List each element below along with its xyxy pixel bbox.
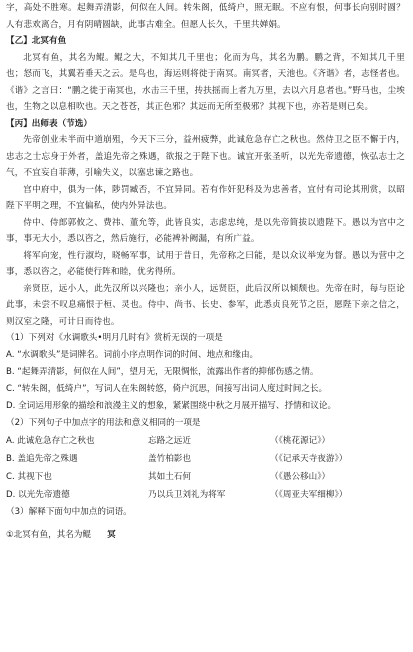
section-c-paragraph: 侍中、侍郎郭攸之、费祎、董允等，此皆良实，志虑忠纯，是以先帝简拔以遗陛下。愚以为宫中之事，事无大小，悉以咨之，然后施行，必能裨补阙漏，有所广益。 xyxy=(6,217,405,244)
option-sentence-2: 盖竹柏影也 xyxy=(148,454,191,464)
question-2-option-d xyxy=(6,486,405,504)
section-c-heading: 【丙】出师表（节选） xyxy=(6,118,92,129)
section-c-paragraph: 将军向宠，性行淑均，晓畅军事，试用于昔日，先帝称之曰能，是以众议举宠为督。愚以为营中之事，悉以咨之，必能使行阵和睦，优劣得所。 xyxy=(6,250,405,277)
question-3-sentence: ①北冥有鱼，其名为鲲 xyxy=(6,530,92,540)
question-1-option-d: D. 全词运用形象的描绘和浪漫主义的想象，紧紧围绕中秋之月展开描写、抒情和议论。 xyxy=(6,401,337,411)
section-b-text: 北冥有鱼，其名为鲲。鲲之大，不知其几千里也；化而为鸟，其名为鹏。鹏之背，不知其几千里也；怒而飞，其翼若垂天之云。是鸟也，海运则将徙于南冥。南冥者，天池也。《齐谐》者，志怪者也。《谐》之言曰：“鹏之徙于南冥也，水击三千里，抟扶摇而上者九万里，去以六月息者也。”野马也，尘埃也，生物之以息相吹也。天之苍苍，其正色邪？其远而无所至极邪？其视下也，亦若是则已矣。 xyxy=(6,52,405,112)
question-2-option-b xyxy=(6,450,405,468)
option-sentence-2: 其如土石何 xyxy=(148,472,191,482)
question-2-option-a xyxy=(6,432,405,450)
section-c-paragraph: 宫中府中，俱为一体，陟罚臧否，不宜异同。若有作奸犯科及为忠善者，宜付有司论其刑赏，以昭陛下平明之理，不宜偏私，使内外异法也。 xyxy=(6,184,405,211)
option-source: （《桃花源记》） xyxy=(270,436,331,446)
question-2-option-c xyxy=(6,468,405,486)
option-source: （《周亚夫军细柳》） xyxy=(270,490,348,500)
section-c-paragraph: 先帝创业未半而中道崩殂，今天下三分，益州疲弊，此诚危急存亡之秋也。然侍卫之臣不懈于内，忠志之士忘身于外者，盖追先帝之殊遇，欲报之于陛下也。诚宜开张圣听，以光先帝遗德，恢弘志士之气，不宜妄自菲薄，引喻失义，以塞忠谏之路也。 xyxy=(6,135,405,178)
question-3-target-word: 冥 xyxy=(107,530,116,540)
question-3-item xyxy=(6,527,405,544)
question-1-option-c: C. “转朱阁，低绮户”，写词人在朱阁转悠，倚户沉思，间接写出词人度过时间之长。 xyxy=(6,384,328,394)
question-1-option-a: A. “水调歌头”是词牌名。词前小序点明作词的时间、地点和缘由。 xyxy=(6,350,259,360)
option-sentence-1: 以光先帝遗德 xyxy=(18,490,70,500)
option-letter: A. xyxy=(6,436,15,446)
option-sentence-1: 盖追先帝之殊遇 xyxy=(17,454,78,464)
option-sentence-2: 乃以兵卫刘礼为将军 xyxy=(148,490,226,500)
section-c-paragraph: 亲贤臣，远小人，此先汉所以兴隆也；亲小人，远贤臣，此后汉所以倾颓也。先帝在时，每与臣论此事，未尝不叹息痛恨于桓、灵也。侍中、尚书、长史、参军，此悉贞良死节之臣，愿陛下亲之信之，则汉室之隆，可计日而待也。 xyxy=(6,283,405,327)
option-letter: D. xyxy=(6,490,16,500)
option-sentence-1: 此诚危急存亡之秋也 xyxy=(17,436,95,446)
question-1-option-b: B. “起舞弄清影，何似在人间”，望月无，无限惆怅，流露出作者的抑郁伤感之情。 xyxy=(6,367,319,377)
option-letter: C. xyxy=(6,472,15,482)
question-3-prompt: （3）解释下面句中加点的词语。 xyxy=(6,507,132,517)
question-2-prompt: （2）下列句子中加点字的用法和意义相同的一项是 xyxy=(6,418,201,428)
option-letter: B. xyxy=(6,454,15,464)
option-source: （《愚公移山》） xyxy=(270,472,331,482)
question-1-prompt: （1）下列对《水调歌头•明月几时有》赏析无误的一项是 xyxy=(6,333,223,343)
option-sentence-2: 忘路之远近 xyxy=(148,436,191,446)
option-source: （《记承天寺夜游》） xyxy=(270,454,348,464)
option-sentence-1: 其视下也 xyxy=(17,472,52,482)
poem-tail-text: 字，高处不胜寒。起舞弄清影，何似在人间。转朱阁，低绮户，照无眠。不应有恨，何事长向别时圆？人有悲欢离合，月有阴晴圆缺，此事古难全。但愿人长久，千里共婵娟。 xyxy=(6,3,405,30)
section-b-heading: 【乙】北冥有鱼 xyxy=(6,36,67,46)
